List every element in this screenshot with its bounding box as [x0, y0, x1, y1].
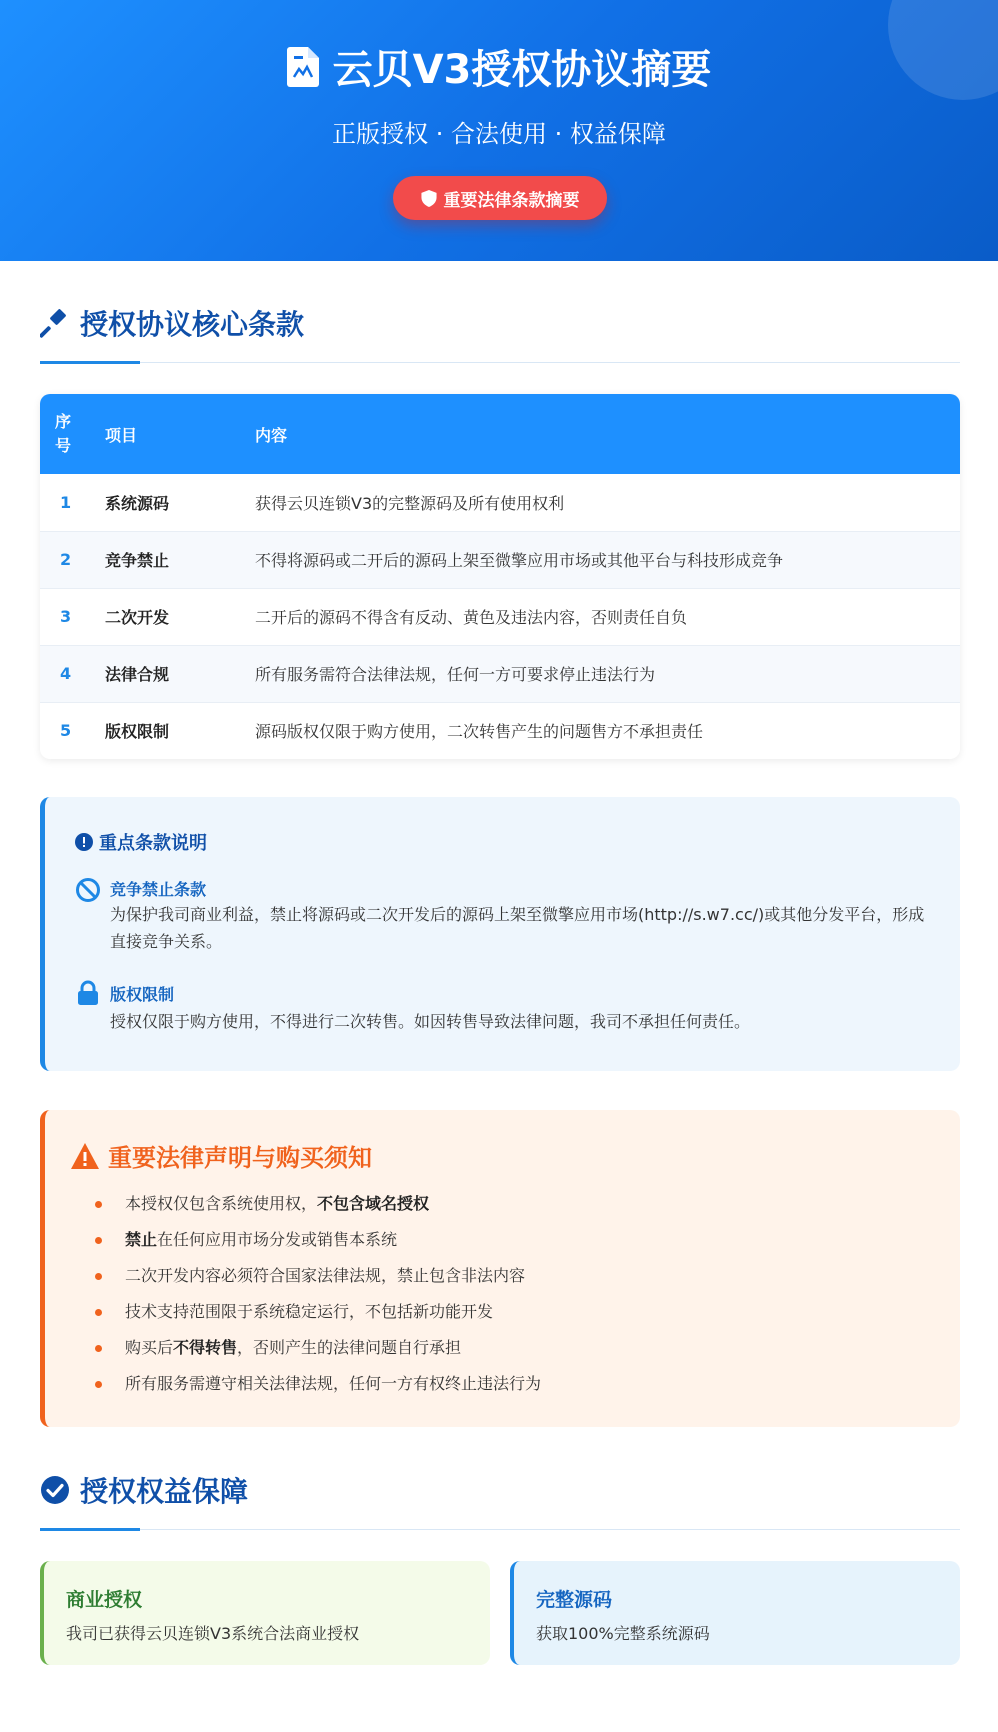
- check-circle-icon: [40, 1475, 70, 1505]
- table-row: [40, 702, 960, 759]
- header-banner: [0, 0, 998, 261]
- page-subtitle: 正版授权 · 合法使用 · 权益保障: [332, 120, 666, 148]
- gavel-icon: [40, 308, 70, 338]
- divider-accent: [40, 1528, 140, 1531]
- row-item: 竞争禁止: [90, 531, 240, 588]
- legal-notice-box: [40, 1110, 960, 1427]
- row-content: 二开后的源码不得含有反动、黄色及违法内容，否则责任自负: [240, 588, 960, 645]
- row-item: 法律合规: [90, 645, 240, 702]
- card-title: 完整源码: [536, 1589, 613, 1611]
- legal-summary-badge: [393, 176, 607, 220]
- row-number: 5: [60, 721, 72, 741]
- list-item: 禁止在任何应用市场分发或销售本系统: [95, 1222, 541, 1258]
- benefit-card-source: [510, 1561, 960, 1665]
- row-number: 2: [40, 531, 90, 588]
- lock-icon: [75, 980, 101, 1006]
- divider-accent: [40, 361, 140, 364]
- legal-notice-list: [95, 1186, 541, 1402]
- ban-icon: [75, 877, 101, 903]
- page-title: 云贝V3授权协议摘要: [332, 47, 712, 93]
- benefits-title: 授权权益保障: [80, 1475, 249, 1508]
- row-content: 获得云贝连锁V3的完整源码及所有使用权利: [240, 474, 960, 531]
- warning-icon: [70, 1142, 100, 1170]
- card-text: 获取100%完整系统源码: [536, 1624, 710, 1643]
- table-row: [40, 474, 960, 531]
- clause-title: 竞争禁止条款: [110, 880, 207, 899]
- document-icon: [287, 47, 319, 87]
- row-item: 系统源码: [90, 474, 240, 531]
- clause-title: 版权限制: [110, 985, 175, 1004]
- page-title-row: [0, 38, 998, 95]
- benefits-heading: [40, 1470, 960, 1510]
- key-clauses-title: 重点条款说明: [99, 833, 207, 854]
- core-terms-title: 授权协议核心条款: [80, 308, 305, 341]
- row-number: 4: [40, 645, 90, 702]
- key-clauses-heading: [75, 829, 207, 855]
- info-circle-icon: [75, 833, 93, 851]
- legal-notice-heading: [70, 1138, 372, 1173]
- list-item: 技术支持范围限于系统稳定运行，不包括新功能开发: [95, 1294, 541, 1330]
- clause-text: 为保护我司商业利益，禁止将源码或二次开发后的源码上架至微擎应用市场(http://s.w7.cc/)或其他分发平台，形成直接竞争关系。: [110, 905, 925, 951]
- table-row: [40, 588, 960, 645]
- table-row: [40, 531, 960, 588]
- key-clauses-box: [40, 797, 960, 1071]
- list-item: 本授权仅包含系统使用权，不包含域名授权: [95, 1186, 541, 1222]
- benefit-card-commercial: [40, 1561, 490, 1665]
- card-title: 商业授权: [66, 1589, 143, 1611]
- divider: [40, 362, 960, 363]
- clause-text: 授权仅限于购方使用，不得进行二次转售。如因转售导致法律问题，我司不承担任何责任。: [110, 1012, 751, 1031]
- row-number: 1: [40, 474, 90, 531]
- shield-icon: [421, 190, 437, 207]
- row-item: 版权限制: [105, 722, 170, 742]
- core-terms-heading: [40, 303, 960, 343]
- row-number: 3: [40, 588, 90, 645]
- divider: [40, 1529, 960, 1530]
- column-header-no: 序 号: [40, 394, 90, 474]
- column-header-content: 内容: [240, 394, 960, 474]
- badge-label: 重要法律条款摘要: [443, 190, 580, 211]
- row-content: 源码版权仅限于购方使用，二次转售产生的问题售方不承担责任: [255, 722, 704, 742]
- list-item: 二次开发内容必须符合国家法律法规，禁止包含非法内容: [95, 1258, 541, 1294]
- row-content: 不得将源码或二开后的源码上架至微擎应用市场或其他平台与科技形成竞争: [240, 531, 960, 588]
- table-header-row: [40, 394, 960, 474]
- core-terms-table: [40, 394, 960, 759]
- card-text: 我司已获得云贝连锁V3系统合法商业授权: [66, 1624, 360, 1643]
- row-content: 所有服务需符合法律法规，任何一方可要求停止违法行为: [240, 645, 960, 702]
- list-item: 购买后不得转售，否则产生的法律问题自行承担: [95, 1330, 541, 1366]
- legal-notice-title: 重要法律声明与购买须知: [108, 1144, 372, 1172]
- table-row: [40, 645, 960, 702]
- column-header-item: 项目: [90, 394, 240, 474]
- row-item: 二次开发: [90, 588, 240, 645]
- list-item: 所有服务需遵守相关法律法规，任何一方有权终止违法行为: [95, 1366, 541, 1402]
